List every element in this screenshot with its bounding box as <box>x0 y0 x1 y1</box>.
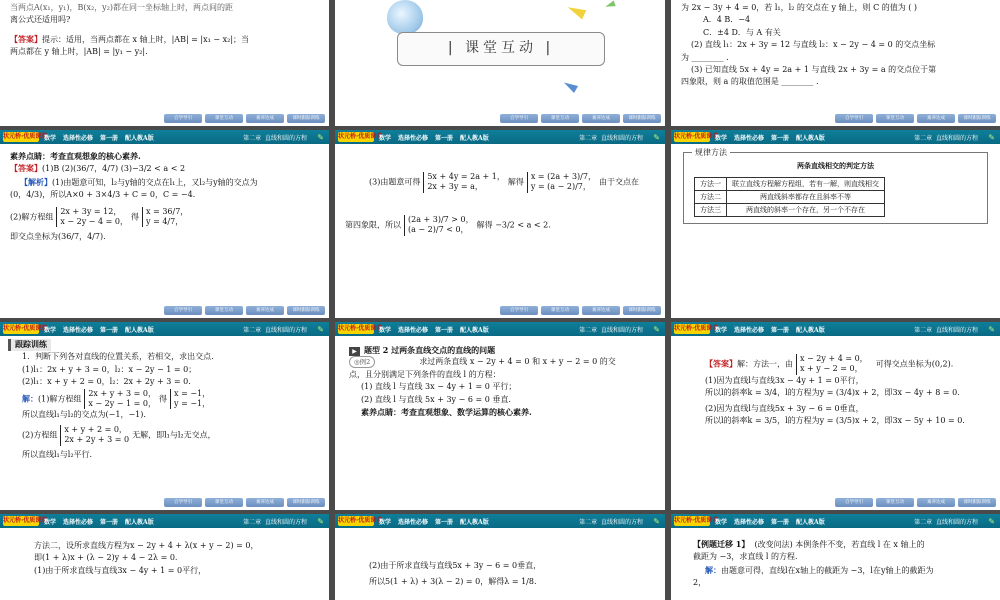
question-text: 为 ________ . <box>681 52 729 62</box>
publisher-logo: 状元桥·优质课堂 <box>338 517 383 524</box>
equation-system: x + y + 2 = 0， 2x + 2y + 3 = 0 <box>60 425 129 446</box>
question-text: 四象限，则 a 的取值范围是 ________ . <box>681 77 819 87</box>
equation-system: 2x + 3y = 12， x − 2y − 4 = 0， <box>56 207 128 228</box>
nav-button[interactable]: 素养达成 <box>917 114 955 123</box>
publisher-logo: 状元桥·优质课堂 <box>338 325 383 332</box>
slide-thumbnail[interactable]: 状元桥·优质课堂 数学 选择性必修 第一册 配人教A版 第二章 直线和圆的方程 ✎ ▶ 题型 2 过两条直线交点的直线的问题 ◎例2 求过两条直线 x − 2y + 4 = 0 和 x + y − 2 = 0 的交 点，且分别满足下列条件的直线 l 的方程： (1) 直线 l 与直线 3x − 4y + 1 = 0 平行； (2) 直线 l 与直线 5x + 3y − 6 = 0 垂直. 素养点睛：考查直观想象、数学运算的核心素养. <box>335 322 665 510</box>
slide-thumbnail[interactable]: 状元桥·优质课堂 数学 选择性必修 第一册 配人教A版 第二章 直线和圆的方程 ✎ (2)由于所求直线与直线5x + 3y − 6 = 0垂直， 所以5(1 + λ) + 3(λ − 2) = 0，解得λ = 1/8. <box>335 514 665 600</box>
publisher-logo: 状元桥·优质课堂 <box>3 517 48 524</box>
answer-tag: 【答案】 <box>705 358 737 369</box>
nav-button[interactable]: 课时跟踪训练 <box>958 498 996 507</box>
slide-header: 状元桥·优质课堂 数学 选择性必修 第一册 配人教A版 第二章 直线和圆的方程 ✎ <box>0 514 329 528</box>
nav-button[interactable]: 素养达成 <box>246 306 284 315</box>
slide-thumbnail[interactable]: 状元桥·优质课堂 数学 选择性必修 第一册 配人教A版 第二章 直线和圆的方程 ✎ 方法二，设所求直线方程为x − 2y + 4 + λ(x + y − 2) = 0， 即(1 + λ)x + (λ − 2)y + 4 − 2λ = 0. (1)由于所求直线与直线3x − 4y + 1 = 0平行， <box>0 514 329 600</box>
slide-thumbnail[interactable] <box>0 0 329 126</box>
answer-text: (1)B (2)(36/7，4/7) (3)−3/2 < a < 2 <box>42 164 186 174</box>
nav-button[interactable]: 课时跟踪训练 <box>623 114 661 123</box>
method-caption: 两条直线相交的判定方法 <box>797 162 874 170</box>
nav-button[interactable]: 课堂互动 <box>876 498 914 507</box>
publisher-logo: 状元桥·优质课堂 <box>674 325 719 332</box>
nav-button[interactable]: 课堂互动 <box>541 306 579 315</box>
nav-button[interactable]: 课堂互动 <box>205 114 243 123</box>
pencil-icon: ✎ <box>988 324 995 334</box>
equation-system: x − 2y + 4 = 0， x + y − 2 = 0， <box>796 354 868 375</box>
nav-button[interactable]: 自学导引 <box>164 114 202 123</box>
nav-button[interactable]: 课时跟踪训练 <box>623 306 661 315</box>
slide-header: 状元桥·优质课堂 数学 选择性必修 第一册 配人教A版 第二章 直线和圆的方程 ✎ <box>671 130 1000 144</box>
nav-button[interactable]: 素养达成 <box>582 306 620 315</box>
pencil-icon: ✎ <box>317 132 324 142</box>
question-text: 当两点A(x₁，y₁)，B(x₂，y₂)都在同一坐标轴上时，两点间的距 <box>10 3 234 12</box>
paper-plane-icon <box>604 0 615 9</box>
slide-thumbnail[interactable] <box>671 0 1000 126</box>
nav-button[interactable]: 课堂互动 <box>876 114 914 123</box>
nav-button[interactable]: 素养达成 <box>246 498 284 507</box>
slide-header: 状元桥·优质课堂 数学 选择性必修 第一册 配人教A版 第二章 直线和圆的方程 ✎ <box>0 322 329 336</box>
slide-footer-nav <box>164 306 325 315</box>
nav-button[interactable]: 自学导引 <box>500 306 538 315</box>
section-banner: | 课堂互动 | <box>397 32 605 66</box>
slide-footer-nav <box>164 114 325 123</box>
hot-air-balloon-icon <box>387 0 423 34</box>
method-box-title: 规律方法 <box>692 147 730 158</box>
nav-button[interactable]: 自学导引 <box>835 114 873 123</box>
skill-note: 素养点睛：考查直观想象的核心素养. <box>10 151 141 161</box>
analysis-tag: 【解析】 <box>20 176 52 187</box>
pencil-icon: ✎ <box>988 516 995 526</box>
nav-button[interactable]: 课时跟踪训练 <box>287 306 325 315</box>
publisher-logo: 状元桥·优质课堂 <box>3 133 48 140</box>
pencil-icon: ✎ <box>317 324 324 334</box>
slide-thumbnail[interactable] <box>671 130 1000 318</box>
question-text: (3) 已知直线 5x + 4y = 2a + 1 与直线 2x + 3y = a 的交点位于第 <box>691 64 937 74</box>
answer-text: 提示：适用，当两点都在 x 轴上时，|AB| = |x₁ − x₂|；当 <box>42 34 250 44</box>
slide-footer-nav <box>500 306 661 315</box>
nav-button[interactable]: 课堂互动 <box>205 498 243 507</box>
nav-button[interactable]: 自学导引 <box>164 498 202 507</box>
nav-button[interactable]: 素养达成 <box>582 114 620 123</box>
slide-footer-nav <box>500 114 661 123</box>
pencil-icon: ✎ <box>317 516 324 526</box>
method-box <box>683 148 988 224</box>
play-icon: ▶ <box>349 347 360 356</box>
slide-header: 状元桥·优质课堂 数学 选择性必修 第一册 配人教A版 第二章 直线和圆的方程 ✎ <box>335 514 665 528</box>
pencil-icon: ✎ <box>653 516 660 526</box>
option-text: C．±4 D．与 A 有关 <box>703 27 781 37</box>
pencil-icon: ✎ <box>653 132 660 142</box>
method-table <box>694 177 885 217</box>
nav-button[interactable]: 课时跟踪训练 <box>958 114 996 123</box>
table-row: 方法三 两直线的斜率一个存在，另一个不存在 <box>695 204 885 217</box>
slide-footer-nav <box>835 498 996 507</box>
question-text: (2) 直线 l₁：2x + 3y = 12 与直线 l₂：x − 2y − 4 = 0 的交点坐标 <box>691 40 936 50</box>
slide-header: 状元桥·优质课堂 数学 选择性必修 第一册 配人教A版 第二章 直线和圆的方程 ✎ <box>335 130 665 144</box>
paper-plane-icon <box>562 79 578 93</box>
nav-button[interactable]: 素养达成 <box>246 114 284 123</box>
nav-button[interactable]: 课堂互动 <box>541 114 579 123</box>
pencil-icon: ✎ <box>988 132 995 142</box>
solution-system: x = −1， y = −1， <box>170 389 210 410</box>
question-text: 离公式还适用吗? <box>10 15 71 25</box>
solution-system: x = (2a + 3)/7， y = (a − 2)/7， <box>527 172 596 193</box>
table-row: 方法二 两直线斜率都存在且斜率不等 <box>695 191 885 204</box>
slide-thumbnail[interactable]: 状元桥·优质课堂 数学 选择性必修 第一册 配人教A版 第二章 直线和圆的方程 ✎ 【例题迁移 1】 (改变问法) 本例条件不变，若直线 l 在 x 轴上的 截距为 −3，求直线 l 的方程. 解：由题意可得，直线l在x轴上的截距为 −3，l在y轴上的截距为 2， <box>671 514 1000 600</box>
slide-thumbnail[interactable]: 状元桥·优质课堂 数学 选择性必修 第一册 配人教A版 第二章 直线和圆的方程 ✎ 素养点睛：考查直观想象的核心素养. 【答案】(1)B (2)(36/7，4/7) (3)−3/2 < a < 2 【解析】(1)由题意可知，l₂与y轴的交点在l₁上，又l₂与y轴的交点为 (0，4/3)，所以A×0 + 3×4/3 + C = 0，C = −4. (2)解方程组2x + 3y = 12， x − 2y − 4 = 0，得x = 36/7， y = 4/7， 即交点坐标为(36/7，4/7). 自学导引 课堂互动 素养达成 课时跟踪训练 <box>0 130 329 318</box>
skill-note: 素养点睛：考查直观想象、数学运算的核心素养. <box>361 406 532 417</box>
question-text: 为 2x − 3y + 4 = 0，若 l₁，l₂ 的交点在 y 轴上，则 C 的值为 ( ) <box>681 3 918 12</box>
answer-tag: 【答案】 <box>10 163 42 174</box>
option-text: A．4 B．−4 <box>703 15 751 25</box>
slide-header: 状元桥·优质课堂 数学 选择性必修 第一册 配人教A版 第二章 直线和圆的方程 ✎ <box>0 130 329 144</box>
equation-system: 5x + 4y = 2a + 1， 2x + 3y = a， <box>423 172 505 193</box>
table-row: 方法一 联立直线方程解方程组，若有一解，则直线相交 <box>695 178 885 191</box>
publisher-logo: 状元桥·优质课堂 <box>3 325 48 332</box>
slide-footer-nav <box>164 498 325 507</box>
section-title: 跟踪训练 <box>8 339 51 351</box>
slide-header: 状元桥·优质课堂 数学 选择性必修 第一册 配人教A版 第二章 直线和圆的方程 ✎ <box>671 514 1000 528</box>
slide-thumbnail[interactable]: 状元桥·优质课堂 数学 选择性必修 第一册 配人教A版 第二章 直线和圆的方程 ✎ 跟踪训练 1．判断下列各对直线的位置关系，若相交，求出交点. (1)l₁：2x + y + 3 = 0，l₂：x − 2y − 1 = 0； (2)l₁：x + y + 2 = 0，l₂：2x + 2y + 3 = 0. 解：(1)解方程组2x + y + 3 = 0， x − 2y − 1 = 0，得x = −1， y = −1， 所以直线l₁与l₂的交点为(−1，−1). (2)方程组x + y + 2 = 0， 2x + 2y + 3 = 0无解，即l₁与l₂无交点， 所以直线l₁与l₂平行. 自学导引 课堂互动 素养达成 课时跟踪训练 <box>0 322 329 510</box>
publisher-logo: 状元桥·优质课堂 <box>338 133 383 140</box>
slide-header: 状元桥·优质课堂 数学 选择性必修 第一册 配人教A版 第二章 直线和圆的方程 ✎ <box>671 322 1000 336</box>
nav-button[interactable]: 自学导引 <box>835 498 873 507</box>
slide-thumbnail[interactable]: 状元桥·优质课堂 数学 选择性必修 第一册 配人教A版 第二章 直线和圆的方程 ✎ (3)由题意可得5x + 4y = 2a + 1， 2x + 3y = a，解得x = (2a + 3)/7， y = (a − 2)/7，由于交点在 第四象限，所以(2a + 3)/7 > 0， (a − 2)/7 < 0，解得 −3/2 < a < 2. 自学导引 课堂互动 素养达成 课时跟踪训练 <box>335 130 665 318</box>
publisher-logo: 状元桥·优质课堂 <box>674 517 719 524</box>
topic-title: 题型 2 过两条直线交点的直线的问题 <box>364 345 496 355</box>
nav-button[interactable]: 素养达成 <box>917 498 955 507</box>
slide-thumbnail[interactable]: 状元桥·优质课堂 数学 选择性必修 第一册 配人教A版 第二章 直线和圆的方程 ✎ 【答案】解：方法一，由x − 2y + 4 = 0， x + y − 2 = 0， 可得交点坐标为(0,2). (1)因为直线l与直线3x − 4y + 1 = 0平行， 所以l的斜率k = 3/4，l的方程为y = (3/4)x + 2，即3x − 4y + 8 = 0. (2)因为直线l与直线5x + 3y − 6 = 0垂直， 所以l的斜率k = 3/5，l的方程为y = (3/5)x + 2，即3x − 5y + 10 = 0. 自学导引 课堂互动 素养达成 课时跟踪训练 <box>671 322 1000 510</box>
answer-text: 两点都在 y 轴上时，|AB| = |y₁ − y₂|. <box>10 47 148 57</box>
nav-button[interactable]: 课堂互动 <box>205 306 243 315</box>
solution-system: x = 36/7， y = 4/7， <box>142 207 188 228</box>
pencil-icon: ✎ <box>653 324 660 334</box>
equation-system: 2x + y + 3 = 0， x − 2y − 1 = 0， <box>84 389 156 410</box>
inequality-system: (2a + 3)/7 > 0， (a − 2)/7 < 0， <box>404 215 474 236</box>
slide-header: 状元桥·优质课堂 数学 选择性必修 第一册 配人教A版 第二章 直线和圆的方程 ✎ <box>335 322 665 336</box>
example-tag: ◎例2 <box>349 356 375 368</box>
solution-text: (0，4/3)，所以A×0 + 3×4/3 + C = 0，C = −4. <box>10 190 196 200</box>
publisher-logo: 状元桥·优质课堂 <box>674 133 719 140</box>
nav-button[interactable]: 课时跟踪训练 <box>287 498 325 507</box>
nav-button[interactable]: 自学导引 <box>500 114 538 123</box>
solution-text: 即交点坐标为(36/7，4/7). <box>10 232 106 242</box>
example-transfer-tag: 【例题迁移 1】 <box>693 539 750 549</box>
paper-plane-icon <box>566 3 587 20</box>
nav-button[interactable]: 课时跟踪训练 <box>287 114 325 123</box>
nav-button[interactable]: 自学导引 <box>164 306 202 315</box>
answer-tag: 【答案】 <box>10 33 42 44</box>
slide-thumbnail[interactable] <box>335 0 665 126</box>
slide-footer-nav <box>835 114 996 123</box>
